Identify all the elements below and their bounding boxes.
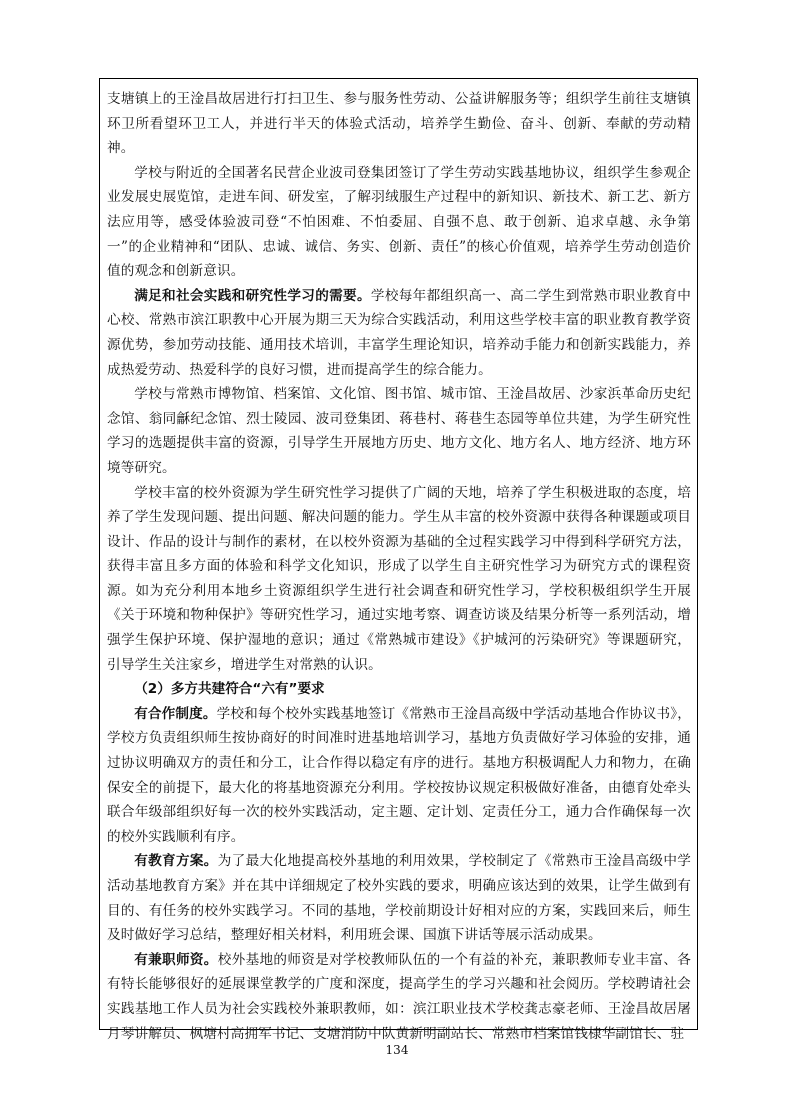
- page-number: 134: [385, 1043, 409, 1057]
- paragraph-text: 学校与常熟市博物馆、档案馆、文化馆、图书馆、城市馆、王淦昌故居、沙家浜革命历史纪念馆、翁同龢纪念馆、烈士陵园、波司登集团、蒋巷村、蒋巷生态园等单位共建，为学生研究性学习的选题提供丰富的资源，引导学生开展地方历史、地方文化、地方名人、地方经济、地方环境等研究。: [107, 386, 691, 476]
- paragraph-lead: 有合作制度。: [134, 705, 217, 722]
- paragraph-lead: 有兼职师资。: [134, 951, 218, 968]
- paragraph-text: 为了最大化地提高校外基地的利用效果，学校制定了《常熟市王淦昌高级中学活动基地教育方案》并在其中详细规定了校外实践的要求，明确应该达到的效果，让学生做到有目的、有任务的校外实践学习。不同的基地，学校前期设计好相对应的方案，实践回来后，师生及时做好学习总结，整理好相关材料，利用班会课、国旗下讲话等展示活动成果。: [107, 853, 691, 944]
- paragraph-6: [107, 702, 691, 850]
- paragraph-4: [107, 382, 691, 480]
- paragraph-2: [107, 161, 691, 284]
- paragraph-8: [107, 948, 691, 1046]
- paragraph-text: 学校每年都组织高一、高二学生到常熟市职业教育中心校、常熟市滨江职教中心开展为期三天为综合实践活动，利用这些学校丰富的职业教育教学资源优势，参加劳动技能、通用技术培训，丰富学生理论知识，培养动手能力和创新实践能力，养成热爱劳动、热爱科学的良好习惯，进而提高学生的综合能力。: [107, 287, 691, 378]
- paragraph-1: [107, 87, 691, 161]
- paragraph-lead: 有教育方案。: [134, 853, 218, 870]
- paragraph-3: [107, 284, 691, 382]
- paragraph-text: 学校丰富的校外资源为学生研究性学习提供了广阔的天地，培养了学生积极进取的态度，培养了学生发现问题、提出问题、解决问题的能力。学生从丰富的校外资源中获得各种课题或项目设计、作品的设计与制作的素材，在以校外资源为基础的全过程实践学习中得到科学研究方法，获得丰富且多方面的体验和科学文化知识，形成了以学生自主研究性学习为研究方式的课程资源。如为充分利用本地乡土资源组织学生进行社会调查和研究性学习，学校积极组织学生开展《关于环境和物种保护》等研究性学习，通过实地考察、调查访谈及结果分析等一系列活动，增强学生保护环境、保护湿地的意识；通过《常熟城市建设》《护城河的污染研究》等课题研究，引导学生关注家乡，增进学生对常熟的认识。: [107, 484, 691, 673]
- paragraph-text: 支塘镇上的王淦昌故居进行打扫卫生、参与服务性劳动、公益讲解服务等；组织学生前往支塘镇环卫所看望环卫工人，并进行半天的体验式活动，培养学生勤俭、奋斗、创新、奉献的劳动精神。: [107, 91, 691, 157]
- content-frame: [99, 78, 698, 1042]
- paragraph-text: 学校与附近的全国著名民营企业波司登集团签订了学生劳动实践基地协议，组织学生参观企业发展史展览馆，走进车间、研发室，了解羽绒服生产过程中的新知识、新技术、新工艺、新方法应用等，感受体验波司登“不怕困难、不怕委屈、自强不息、敢于创新、追求卓越、永争第一”的企业精神和“团队、忠诚、诚信、务实、创新、责任”的核心价值观，培养学生劳动创造价值的观念和创新意识。: [107, 164, 691, 280]
- paragraph-lead: 满足和社会实践和研究性学习的需要。: [134, 287, 371, 304]
- paragraph-5: [107, 481, 691, 678]
- paragraph-text: 学校和每个校外实践基地签订《常熟市王淦昌高级中学活动基地合作协议书》，学校方负责组织师生按协商好的时间准时进基地培训学习，基地方负责做好学习体验的安排，通过协议明确双方的责任和分工，让合作得以稳定有序的进行。基地方积极调配人力和物力，在确保安全的前提下，最大化的将基地资源充分利用。学校按协议规定积极做好准备，由德育处牵头联合年级部组织好每一次的校外实践活动，定主题、定计划、定责任分工，通力合作确保每一次的校外实践顺利有序。: [107, 705, 691, 845]
- paragraph-text: 校外基地的师资是对学校教师队伍的一个有益的补充，兼职教师专业丰富、各有特长能够很好的延展课堂教学的广度和深度，提高学生的学习兴趣和社会阅历。学校聘请社会实践基地工作人员为社会实践校外兼职教师，如：滨江职业技术学校龚志豪老师、王淦昌故居屠月琴讲解员、枫塘村高拥军书记、支塘消防中队黄新明副站长、常熟市档案馆钱棣华副馆长、驻: [107, 951, 691, 1042]
- section-heading: （2）多方共建符合“六有”要求: [134, 681, 325, 698]
- paragraph-7: [107, 849, 691, 947]
